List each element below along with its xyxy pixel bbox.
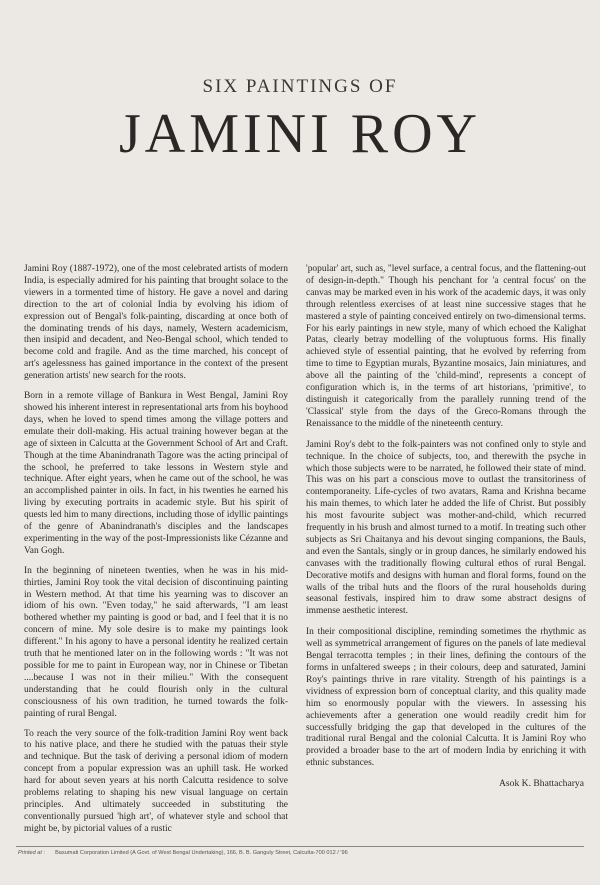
paragraph: Jamini Roy (1887-1972), one of the most celebrated artists of modern India, is especially admired for his painting that brought solace to the viewers in a tormented time of history. He gave a novel and daring direction to the art of colonial India by evolving his idiom of expression out of Bengal's folk-painting, discarding at once both of the dominating trends of his days, namely, Western academicism, then insipid and decadent, and Neo-Bengal school, which tended to become cold and fragile. And as the time marched, his concept of art's agelessness has gained importance in the context of the present generation artists' new search for the roots. [24,264,288,382]
paragraph: In their compositional discipline, reminding sometimes the rhythmic as well as symmetrical arrangement of figures on the panels of late medieval Bengal terracotta temples ; in their lines, defining the contours of the forms in unfaltered sweeps ; in their colours, deep and saturated, Jamini Roy's paintings thrive in rare vitality. Strength of his paintings is a vividness of expression born of conceptual clarity, and this quality made him so enormously popular with the viewers. In assessing his achievements after a generation one would readily credit him for successfully bridging the gap that developed in the cultures of the traditional rural Bengal and the colonial Calcutta. It is Jamini Roy who provided a broader base to the art of modern India by enriching it with ethnic substances. [306,627,586,769]
paragraph: In the beginning of nineteen twenties, when he was in his mid-thirties, Jamini Roy took the vital decision of discontinuing painting in Western method. At that time his yearning was to discover an idiom of his own. "Even today," he said afterwards, "I am least bothered whether my painting is good or bad, and I feel that it is no concern of mine. My sole desire is to make my paintings look different." In his agony to have a personal identity he realized certain truth that he mentioned later on in the following words : "It was not possible for me to paint in European way, nor in Chinese or Tibetan ....because I was not in their milieu." With the consequent understanding that he could flourish only in the cultural consciousness of his own tradition, he turned towards the folk-painting of rural Bengal. [24,565,288,719]
left-column [24,264,288,844]
author-signature: Asok K. Bhattacharya [499,778,584,790]
footer-divider [16,846,584,847]
footer-label: Printed at : [18,850,46,856]
paragraph: 'popular' art, such as, "level surface, a central focus, and the flattening-out of design-in-depth." Though his penchant for 'a central focus' on the canvas may be marked even in his work of the academic days, it was only through relentless exercises of at least nine successive stages that he mastered a style of painting conceived entirely on two-dimensional terms. For his early paintings in new style, many of which echoed the Kalighat Patas, clearly betray modelling of the voluptuous forms. His finally achieved style of essential painting, that he evolved by referring from time to time to Egyptian murals, Byzantine mosaics, Jain miniatures, and above all the painting of the 'child-mind', represents a concept of configuration which is, in the terms of art historians, 'primitive', to distinguish it categorically from the parallely running trend of the 'Classical' style from the days of the Greco-Romans through the Renaissance to the middle of the nineteenth century. [306,264,586,429]
page-title: JAMINI ROY [119,103,481,165]
right-column [306,264,586,790]
page-subtitle: SIX PAINTINGS OF [202,76,398,97]
printer-footer [18,850,588,856]
paragraph: Born in a remote village of Bankura in West Bengal, Jamini Roy showed his inherent interest in representational arts from his boyhood days, when he loved to spend times among the village potters and emulate their doll-making. His actual training however began at the age of sixteen in Calcutta at the Government School of Art and Craft. Though at the time Abanindranath Tagore was the acting principal of the school, he preferred to take lessons in Western style and technique. After eight years, when he came out of the school, he was an accomplished painter in oils. In fact, in his twenties he earned his living by executing portraits in academic style. But his spirit of quests led him to many directions, including those of idyllic paintings of the genre of Abanindranath's disciples and the landscapes experimenting in the way of the post-Impressionists like Cézanne and Van Gogh. [24,391,288,556]
paragraph: Jamini Roy's debt to the folk-painters was not confined only to style and technique. In the choice of subjects, too, and therewith the psyche in which those subjects were to be narrated, he followed their state of mind. This was on his part a conscious move to outlast the transitoriness of contemporaneity. Life-cycles of two avatars, Rama and Krishna became his main themes, to which later he added the life of Christ. But possibly his most favourite subject was mother-and-child, which recurred frequently in his brush and almost turned to a motif. In treating such other subjects as Sri Chaitanya and his devout singing companions, the Bauls, and even the Santals, singly or in group dances, he similarly endowed his canvases with the traditionally flowing cultural ethos of rural Bengal. Decorative motifs and designs with human and floral forms, found on the walls of the tribal huts and the floors of the rural households during seasonal festivals, inspired him to draw some abstract designs of immense aesthetic interest. [306,439,586,617]
footer-text: Basumati Corporation Limited (A Govt. of West Bengal Undertaking), 166, B. B. Ganguly Street, Calcutta-700 012 / '96 [55,850,348,856]
paragraph: To reach the very source of the folk-tradition Jamini Roy went back to his native place, and there he studied with the patuas their style and technique. But the task of deriving a personal idiom of modern concept from a popular expression was an uphill task. He worked hard for about seven years at his north Calcutta residence to solve problems relating to shaping his new visual language on certain principles. And ultimately succeeded in substituting the conventionally pursued 'high art', of whatever style and school that might be, by pictorial values of a rustic [24,728,288,834]
